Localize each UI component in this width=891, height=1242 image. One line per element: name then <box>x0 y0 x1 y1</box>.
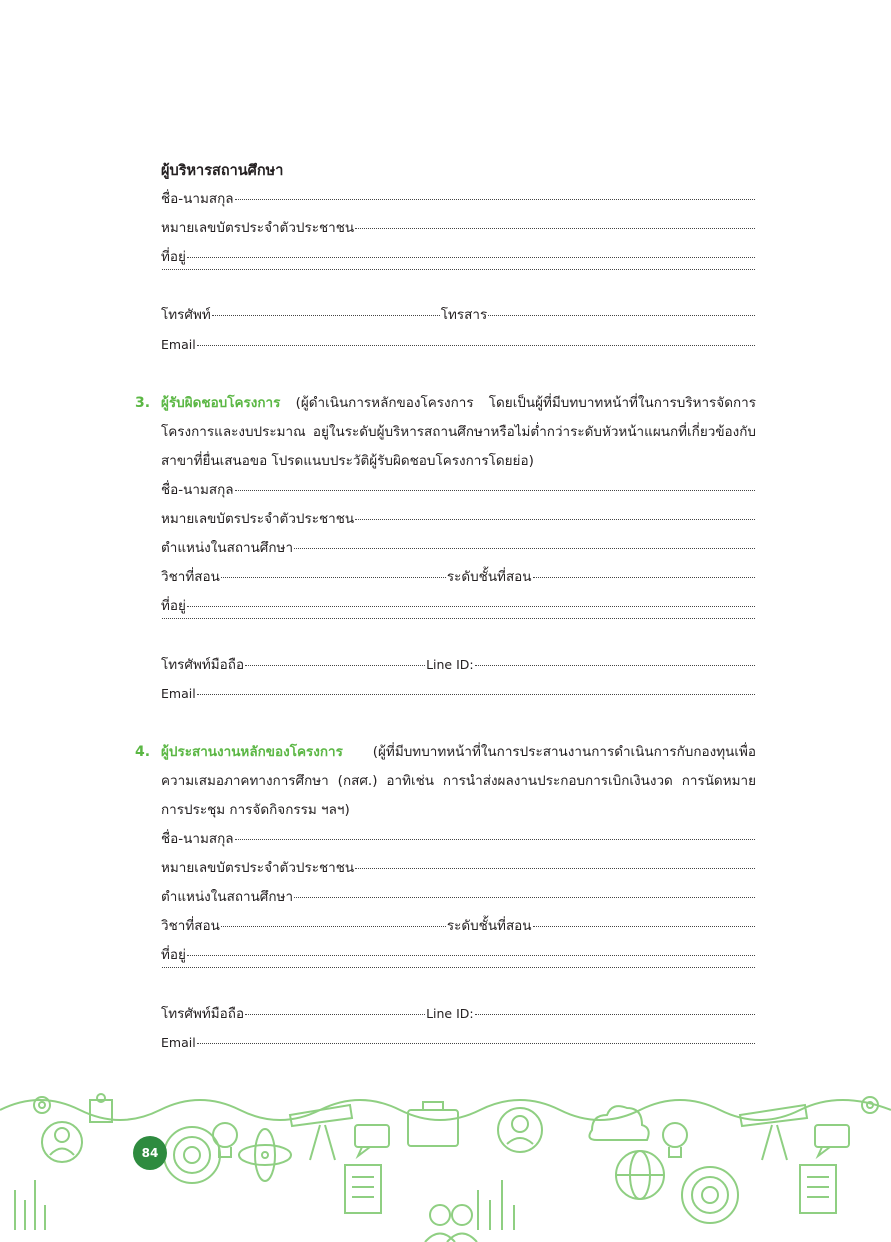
admin-address-row-2 <box>161 272 756 301</box>
s3-position-label: ตำแหน่งในสถานศึกษา <box>161 540 294 556</box>
s3-idcard-row <box>161 505 756 534</box>
target-icon <box>164 1127 220 1183</box>
section-4-intro <box>161 738 756 825</box>
s3-name-field[interactable] <box>235 490 755 491</box>
s3-address-field[interactable] <box>187 606 755 607</box>
admin-email-field[interactable] <box>197 345 755 346</box>
s3-subject-label: วิชาที่สอน <box>161 569 220 585</box>
s3-subject-field[interactable] <box>221 577 446 578</box>
s3-address-label: ที่อยู่ <box>161 598 186 614</box>
s4-line-label: Line ID: <box>426 1006 474 1021</box>
admin-idcard-field[interactable] <box>355 228 755 229</box>
s4-name-row <box>161 825 756 854</box>
s3-address-field-2[interactable] <box>162 618 755 619</box>
s4-mobile-field[interactable] <box>245 1014 425 1015</box>
s3-name-label: ชื่อ-นามสกุล <box>161 482 234 498</box>
s3-address-row-2 <box>161 621 756 650</box>
telescope-icon-2 <box>740 1105 807 1160</box>
admin-address-field[interactable] <box>187 257 755 258</box>
s3-mobile-field[interactable] <box>245 665 425 666</box>
admin-phone-row <box>161 301 756 330</box>
s3-mobile-row <box>161 650 756 679</box>
s4-email-row <box>161 1028 756 1057</box>
s3-email-field[interactable] <box>197 694 755 695</box>
admin-idcard-label: หมายเลขบัตรประจำตัวประชาชน <box>161 220 355 236</box>
admin-block <box>161 157 756 359</box>
s3-email-row <box>161 679 756 708</box>
s4-address-label: ที่อยู่ <box>161 947 186 963</box>
person-icon <box>42 1122 82 1162</box>
admin-phone-label: โทรศัพท์ <box>161 307 211 323</box>
bar-chart-icon-2 <box>478 1180 514 1230</box>
s4-name-field[interactable] <box>235 839 755 840</box>
admin-address-field-2[interactable] <box>162 269 755 270</box>
admin-address-row <box>161 243 756 272</box>
s3-level-field[interactable] <box>533 577 755 578</box>
s4-idcard-row <box>161 854 756 883</box>
target-icon-2 <box>682 1167 738 1223</box>
admin-idcard-row <box>161 214 756 243</box>
section-3-title: ผู้รับผิดชอบโครงการ <box>161 395 281 411</box>
telescope-icon <box>290 1105 352 1160</box>
briefcase-icon <box>408 1102 458 1146</box>
s4-email-label: Email <box>161 1035 196 1050</box>
admin-email-label: Email <box>161 337 196 352</box>
admin-fax-field[interactable] <box>488 315 755 316</box>
lightbulb-icon-2 <box>663 1123 687 1157</box>
s4-name-label: ชื่อ-นามสกุล <box>161 831 234 847</box>
admin-heading: ผู้บริหารสถานศึกษา <box>161 163 284 179</box>
page-number: 84 <box>133 1136 167 1170</box>
s3-level-label: ระดับชั้นที่สอน <box>446 569 532 585</box>
s4-position-label: ตำแหน่งในสถานศึกษา <box>161 889 294 905</box>
section-4-description: (ผู้ที่มีบทบาทหน้าที่ในการประสานงานการดำเนินการกับกองทุนเพื่อความเสมอภาคทางการศึกษา (กสศ.) อาทิเช่น การนำส่งผลงานประกอบการเบิกเงินงวด การนัดหมายการประชุม การจัดกิจกรรม ฯลฯ) <box>161 744 756 818</box>
s4-position-field[interactable] <box>294 897 755 898</box>
admin-email-row <box>161 330 756 359</box>
admin-name-row <box>161 185 756 214</box>
s3-idcard-field[interactable] <box>355 519 755 520</box>
s4-subject-row <box>161 912 756 941</box>
chat-icon <box>355 1125 389 1156</box>
section-4 <box>135 738 756 1057</box>
s3-position-row <box>161 534 756 563</box>
form-content <box>135 157 756 1057</box>
document-icon <box>345 1165 381 1213</box>
s4-subject-label: วิชาที่สอน <box>161 918 220 934</box>
s4-idcard-field[interactable] <box>355 868 755 869</box>
bar-chart-icon <box>15 1180 45 1230</box>
footer-pattern <box>0 1080 891 1242</box>
admin-name-field[interactable] <box>235 199 755 200</box>
s4-line-field[interactable] <box>475 1014 755 1015</box>
s4-address-field[interactable] <box>187 955 755 956</box>
section-3-description: (ผู้ดำเนินการหลักของโครงการ โดยเป็นผู้ที่มีบทบาทหน้าที่ในการบริหารจัดการโครงการและงบประมาณ อยู่ในระดับผู้บริหารสถานศึกษาหรือไม่ต่ำกว่าระดับหัวหน้าแผนกที่เกี่ยวข้องกับสาขาที่ยื่นเสนอขอ โปรดแนบประวัติผู้รับผิดชอบโครงการโดยย่อ) <box>161 395 756 469</box>
s3-line-label: Line ID: <box>426 657 474 672</box>
s4-level-field[interactable] <box>533 926 755 927</box>
globe-icon <box>616 1151 664 1199</box>
s4-mobile-row <box>161 999 756 1028</box>
chat-icon-2 <box>815 1125 849 1156</box>
section-3-intro <box>161 389 756 476</box>
s3-position-field[interactable] <box>294 548 755 549</box>
s4-level-label: ระดับชั้นที่สอน <box>446 918 532 934</box>
section-4-title: ผู้ประสานงานหลักของโครงการ <box>161 744 343 760</box>
s4-address-row-2 <box>161 970 756 999</box>
s3-email-label: Email <box>161 686 196 701</box>
admin-fax-label: โทรสาร <box>440 307 488 323</box>
s4-email-field[interactable] <box>197 1043 755 1044</box>
admin-address-label: ที่อยู่ <box>161 249 186 265</box>
s3-mobile-label: โทรศัพท์มือถือ <box>161 657 245 673</box>
s3-line-field[interactable] <box>475 665 755 666</box>
s3-address-row <box>161 592 756 621</box>
section-4-number: 4. <box>135 744 151 760</box>
s4-mobile-label: โทรศัพท์มือถือ <box>161 1006 245 1022</box>
s3-name-row <box>161 476 756 505</box>
section-3 <box>135 389 756 708</box>
atom-icon <box>239 1129 291 1181</box>
admin-name-label: ชื่อ-นามสกุล <box>161 191 234 207</box>
people-icon <box>425 1205 477 1242</box>
s3-subject-row <box>161 563 756 592</box>
s3-idcard-label: หมายเลขบัตรประจำตัวประชาชน <box>161 511 355 527</box>
document-icon-2 <box>800 1165 836 1213</box>
s4-position-row <box>161 883 756 912</box>
s4-subject-field[interactable] <box>221 926 446 927</box>
s4-idcard-label: หมายเลขบัตรประจำตัวประชาชน <box>161 860 355 876</box>
admin-phone-field[interactable] <box>212 315 440 316</box>
section-3-number: 3. <box>135 395 151 411</box>
s4-address-row <box>161 941 756 970</box>
s4-address-field-2[interactable] <box>162 967 755 968</box>
person-icon-2 <box>498 1108 542 1152</box>
